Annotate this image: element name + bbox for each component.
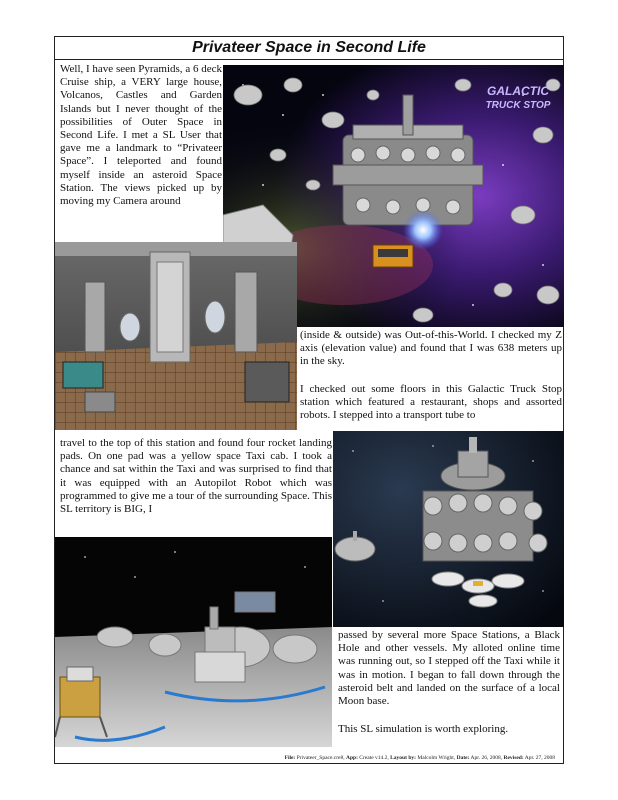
landing-pads-image: [333, 431, 564, 627]
footer-date-value: Apr. 26, 2008,: [470, 755, 503, 761]
moon-base-image: [55, 537, 332, 747]
footer-layout-value: Malcolm Wright,: [417, 755, 456, 761]
footer-revised-value: Apr. 27, 2008: [524, 755, 555, 761]
footer-date-label: Date:: [456, 755, 470, 761]
footer-revised-label: Revised:: [503, 755, 524, 761]
footer-app-value: Create v14.2,: [359, 755, 389, 761]
paragraph-taxi: travel to the top of this station and found four rocket landing pads. On one pad was a yellow space Taxi cab. I took a chance and sat within the Taxi and was surprised to find that it was equipped with an Autopilot Robot which was programmed to give me a tour of the surrounding Space. This SL territory is BIG, I: [60, 437, 332, 516]
footer-layout-label: Layout by:: [390, 755, 416, 761]
page-frame: [54, 36, 564, 764]
footer-app-label: App:: [345, 755, 358, 761]
station-interior-image: [55, 242, 297, 430]
paragraph-truck-stop: I checked out some floors in this Galactic Truck Stop station which featured a restaurant, shops and assorted robots. I stepped into a transport tube to: [300, 383, 562, 422]
paragraph-closing: This SL simulation is worth exploring.: [338, 723, 509, 735]
paragraph-intro: Well, I have seen Pyramids, a 6 deck Cruise ship, a VERY large house, Volcanos, Castles and Garden Islands but I never thought of the possibilities of Outer Space in Second Life. I met a SL User that gave me a landmark to “Privateer Space”. I teleported and found myself inside an asteroid Space Station. The views picked up by moving my Camera around: [60, 63, 222, 208]
paragraph-moon-base: passed by several more Space Stations, a Black Hole and other vessels. My alloted online time was running out, so I stepped off the Taxi while it was in motion. I began to fall down through the asteroid belt and landed on the surface of a local Moon base.: [338, 629, 560, 708]
sign-line2: TRUCK STOP: [485, 100, 551, 111]
footer-file-value: Privateer_Space.cre8,: [296, 755, 345, 761]
page-title: Privateer Space in Second Life: [55, 37, 563, 60]
sign-line1: GALACTIC: [487, 84, 549, 98]
footer-file-label: File:: [284, 755, 296, 761]
paragraph-elevation: (inside & outside) was Out-of-this-World. I checked my Z axis (elevation value) and found that I was 638 meters up in the sky.: [300, 329, 562, 368]
document-footer: [55, 755, 563, 761]
